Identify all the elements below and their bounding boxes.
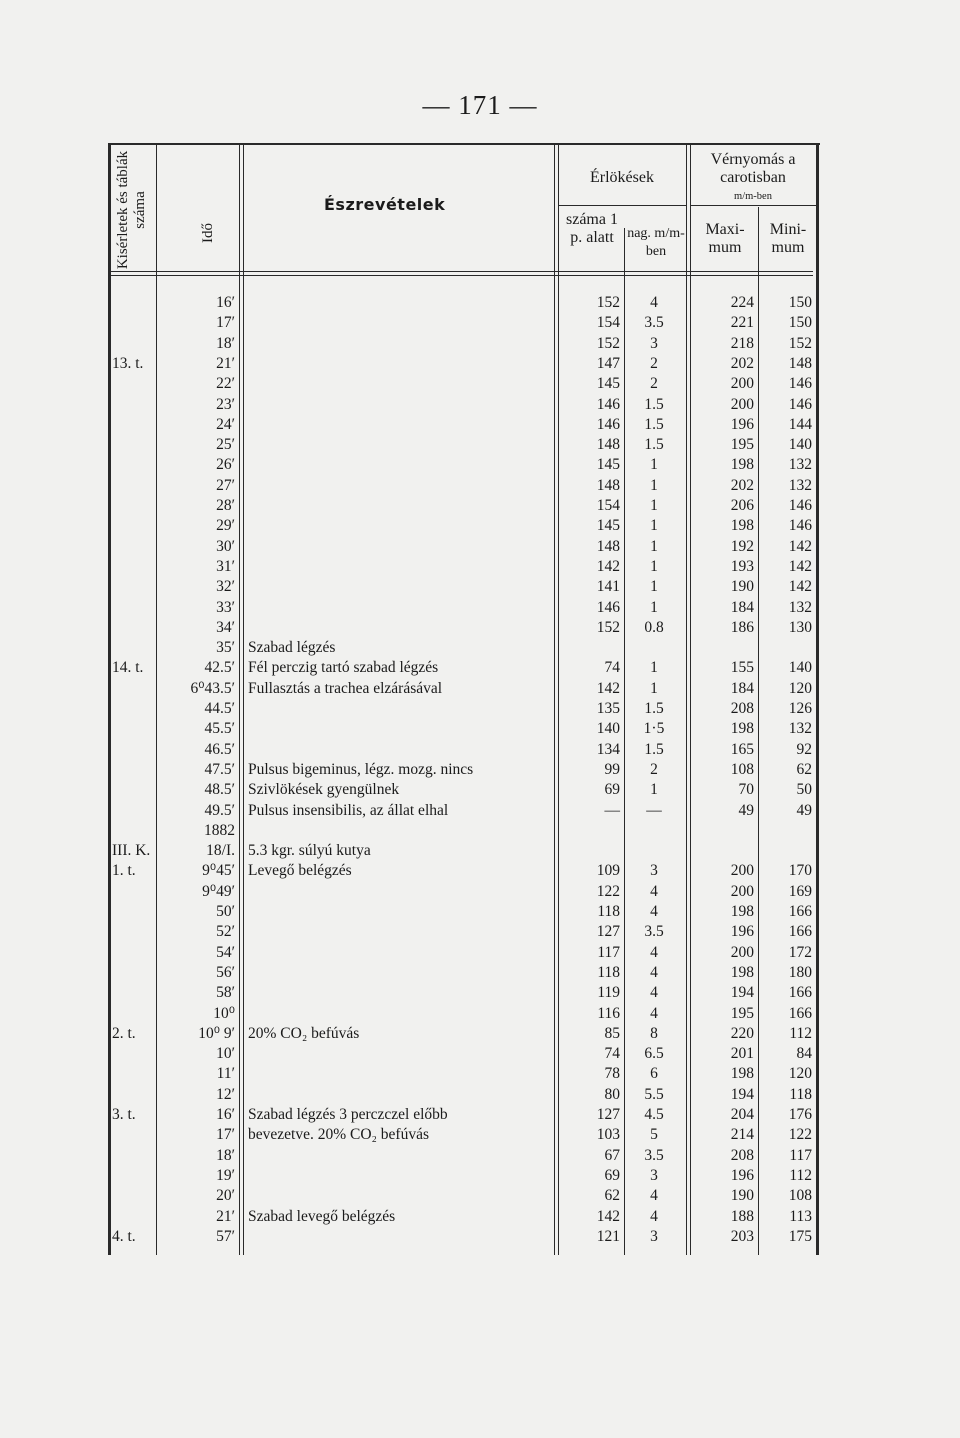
cell-max: 196 — [730, 1166, 754, 1184]
cell-min: 170 — [788, 862, 812, 880]
cell-max: 203 — [730, 1227, 754, 1245]
col-rule-time-2 — [243, 143, 244, 1255]
cell-obs: bevezetve. 20% CO₂ befúvás — [248, 1126, 430, 1144]
cell-time: 29′ — [216, 517, 235, 535]
cell-count: 148 — [596, 537, 620, 555]
cell-max: 186 — [730, 618, 754, 636]
header-experiment: Kisérletek és táblák száma — [115, 150, 148, 270]
cell-min: 108 — [788, 1187, 812, 1205]
cell-size: 1.5 — [644, 740, 664, 758]
cell-count: 85 — [604, 1024, 620, 1042]
cell-count: 146 — [596, 415, 620, 433]
cell-max: 198 — [730, 903, 754, 920]
cell-count: 134 — [596, 740, 620, 758]
cell-time: 21′ — [216, 1207, 235, 1225]
cell-count: 140 — [596, 720, 620, 738]
cell-max: 200 — [730, 375, 754, 393]
cell-exp: 1. t. — [112, 862, 136, 880]
cell-max: 200 — [730, 862, 754, 880]
cell-size: 1.5 — [644, 415, 664, 433]
cell-count: 127 — [596, 923, 620, 941]
cell-time: 49.5′ — [204, 801, 235, 819]
cell-obs: Szabad légzés — [248, 639, 336, 657]
cell-time: 35′ — [216, 639, 235, 657]
cell-min: 146 — [788, 395, 812, 413]
cell-obs: Levegő belégzés — [248, 862, 352, 880]
cell-exp: 4. t. — [112, 1227, 136, 1245]
cell-max: 194 — [730, 1085, 754, 1103]
cell-size: 1 — [650, 537, 658, 555]
header-bp-unit: m/m-ben — [734, 191, 772, 202]
cell-count: 152 — [596, 294, 620, 311]
cell-time: 10⁰ — [213, 1004, 235, 1022]
cell-size: 5.5 — [644, 1085, 664, 1103]
cell-time: 18′ — [216, 1146, 235, 1164]
cell-time: 42.5′ — [204, 659, 235, 677]
cell-max: 188 — [730, 1207, 754, 1225]
cell-size: 1·5 — [643, 720, 665, 738]
cell-count: 154 — [596, 314, 620, 332]
cell-time: 47.5′ — [204, 760, 235, 778]
cell-max: 201 — [730, 1045, 754, 1063]
cell-max: 184 — [730, 679, 754, 697]
cell-min: 117 — [789, 1146, 812, 1164]
cell-exp: 2. t. — [112, 1024, 136, 1042]
cell-count: 118 — [597, 963, 620, 981]
cell-max: 196 — [730, 415, 754, 433]
cell-time: 34′ — [216, 618, 235, 636]
cell-size: 4 — [650, 963, 658, 981]
cell-count: 109 — [596, 862, 620, 880]
cell-size: 3 — [650, 334, 658, 352]
cell-count: 80 — [604, 1085, 620, 1103]
cell-exp: 14. t. — [112, 659, 144, 677]
cell-size: 4 — [650, 1004, 658, 1022]
header-pulse-group: Érlökések — [590, 169, 654, 186]
cell-min: 126 — [788, 700, 812, 717]
cell-time: 50′ — [216, 903, 235, 920]
cell-time: 11′ — [216, 1065, 235, 1083]
cell-size: 4 — [650, 943, 658, 961]
cell-size: 1 — [650, 557, 658, 575]
cell-min: 144 — [788, 415, 812, 433]
cell-min: 142 — [788, 557, 812, 575]
cell-count: 103 — [596, 1126, 620, 1144]
cell-size: 4 — [650, 903, 658, 920]
cell-min: 180 — [788, 963, 812, 981]
table-border-top — [108, 143, 820, 145]
cell-max: 49 — [738, 801, 754, 819]
cell-time: 22′ — [216, 375, 235, 393]
page-number: — 171 — — [422, 90, 538, 120]
cell-max: 220 — [730, 1024, 754, 1042]
cell-count: 121 — [596, 1227, 620, 1245]
cell-time: 52′ — [216, 923, 235, 941]
cell-max: 198 — [730, 720, 754, 738]
cell-max: 204 — [730, 1106, 754, 1123]
cell-min: 166 — [788, 984, 812, 1002]
cell-size: 4 — [650, 1187, 658, 1205]
cell-max: 194 — [730, 984, 754, 1002]
cell-count: 67 — [604, 1146, 620, 1164]
cell-size: 1.5 — [644, 700, 664, 717]
cell-size: — — [646, 801, 662, 819]
header-bp-max: Maxi- mum — [705, 221, 745, 256]
cell-max: 193 — [730, 557, 754, 575]
cell-time: 20′ — [216, 1187, 235, 1205]
cell-obs: Fullasztás a trachea elzárásával — [248, 679, 443, 697]
cell-count: 62 — [604, 1187, 620, 1205]
cell-min: 132 — [788, 476, 812, 494]
cell-time: 10⁰ 9′ — [198, 1024, 235, 1042]
cell-max: 198 — [730, 517, 754, 535]
cell-size: 6 — [650, 1065, 658, 1083]
cell-max: 155 — [730, 659, 754, 677]
cell-time: 33′ — [216, 598, 235, 616]
cell-min: 120 — [788, 679, 812, 697]
cell-size: 1 — [650, 659, 658, 677]
cell-time: 17′ — [216, 314, 235, 332]
cell-time: 44.5′ — [204, 700, 235, 717]
table-border-left — [108, 143, 111, 1255]
cell-count: 127 — [596, 1106, 620, 1123]
cell-time: 18/I. — [206, 842, 235, 860]
cell-max: 198 — [730, 456, 754, 474]
cell-max: 224 — [730, 294, 754, 311]
cell-count: 152 — [596, 334, 620, 352]
cell-count: 142 — [596, 557, 620, 575]
cell-size: 1 — [650, 679, 658, 697]
cell-count: 141 — [596, 578, 620, 596]
cell-count: 78 — [604, 1065, 620, 1083]
cell-size: 5 — [650, 1126, 658, 1144]
cell-count: 152 — [596, 618, 620, 636]
cell-max: 208 — [730, 1146, 754, 1164]
cell-size: 1 — [650, 476, 658, 494]
cell-count: 147 — [596, 354, 620, 372]
cell-min: 112 — [789, 1024, 812, 1042]
cell-max: 202 — [730, 354, 754, 372]
cell-size: 1.5 — [644, 436, 664, 454]
cell-count: — — [604, 801, 620, 819]
cell-min: 176 — [788, 1106, 812, 1123]
cell-min: 169 — [788, 882, 812, 900]
cell-min: 113 — [789, 1207, 812, 1225]
cell-size: 2 — [650, 375, 658, 393]
cell-min: 49 — [796, 801, 812, 819]
cell-count: 117 — [597, 943, 620, 961]
cell-exp: 3. t. — [112, 1106, 136, 1123]
cell-min: 120 — [788, 1065, 812, 1083]
cell-max: 196 — [730, 923, 754, 941]
cell-min: 142 — [788, 537, 812, 555]
cell-min: 132 — [788, 720, 812, 738]
cell-min: 62 — [796, 760, 812, 778]
cell-max: 200 — [730, 943, 754, 961]
col-rule-size — [686, 143, 687, 1255]
data-table — [108, 143, 820, 1255]
cell-count: 145 — [596, 517, 620, 535]
cell-max: 184 — [730, 598, 754, 616]
cell-max: 198 — [730, 1065, 754, 1083]
cell-max: 202 — [730, 476, 754, 494]
cell-time: 18′ — [216, 334, 235, 352]
cell-count: 135 — [596, 700, 620, 717]
cell-max: 190 — [730, 1187, 754, 1205]
cell-time: 45.5′ — [204, 720, 235, 738]
cell-max: 200 — [730, 395, 754, 413]
cell-count: 116 — [597, 1004, 620, 1022]
cell-min: 112 — [789, 1166, 812, 1184]
cell-time: 16′ — [216, 1106, 235, 1123]
cell-max: 208 — [730, 700, 754, 717]
cell-min: 166 — [788, 923, 812, 941]
header-observations: Észrevételek — [324, 195, 446, 214]
cell-min: 175 — [788, 1227, 812, 1245]
cell-time: 31′ — [216, 557, 235, 575]
cell-min: 150 — [788, 314, 812, 332]
cell-min: 172 — [788, 943, 812, 961]
cell-min: 132 — [788, 456, 812, 474]
cell-max: 70 — [738, 781, 754, 799]
cell-time: 54′ — [216, 943, 235, 961]
cell-min: 166 — [788, 903, 812, 920]
cell-time: 17′ — [216, 1126, 235, 1144]
cell-count: 119 — [597, 984, 620, 1002]
cell-min: 122 — [788, 1126, 812, 1144]
cell-count: 145 — [596, 456, 620, 474]
cell-count: 122 — [596, 882, 620, 900]
cell-size: 8 — [650, 1024, 658, 1042]
header-bottom-rule-2 — [108, 275, 813, 276]
header-time: Idő — [200, 223, 216, 243]
cell-time: 1882 — [204, 821, 235, 839]
cell-time: 9⁰45′ — [202, 862, 235, 880]
cell-time: 30′ — [216, 537, 235, 555]
cell-obs: Fél perczig tartó szabad légzés — [248, 659, 439, 677]
cell-time: 27′ — [216, 476, 235, 494]
cell-min: 150 — [788, 294, 812, 311]
cell-min: 92 — [796, 740, 812, 758]
cell-count: 148 — [596, 476, 620, 494]
col-rule-obs — [554, 143, 555, 1255]
cell-min: 146 — [788, 375, 812, 393]
cell-obs: Szabad légzés 3 perczczel előbb — [248, 1106, 448, 1123]
cell-time: 32′ — [216, 578, 235, 596]
cell-min: 132 — [788, 598, 812, 616]
cell-size: 3 — [650, 862, 658, 880]
col-rule-time — [239, 143, 240, 1255]
cell-size: 3.5 — [644, 923, 664, 941]
cell-time: 23′ — [216, 395, 235, 413]
cell-count: 145 — [596, 375, 620, 393]
header-pulse-size: nag. m/m-ben — [627, 226, 685, 259]
cell-obs: 5.3 kgr. súlyú kutya — [248, 842, 371, 860]
cell-size: 1 — [650, 578, 658, 596]
cell-min: 146 — [788, 517, 812, 535]
cell-count: 74 — [604, 1045, 620, 1063]
cell-size: 3 — [650, 1166, 658, 1184]
cell-max: 206 — [730, 497, 754, 514]
cell-time: 21′ — [216, 354, 235, 372]
cell-obs: Szabad levegő belégzés — [248, 1207, 396, 1225]
cell-count: 148 — [596, 436, 620, 454]
cell-size: 3 — [650, 1227, 658, 1245]
cell-max: 192 — [730, 537, 754, 555]
cell-size: 1 — [650, 456, 658, 474]
cell-count: 142 — [596, 679, 620, 697]
cell-max: 195 — [730, 1004, 754, 1022]
cell-min: 140 — [788, 659, 812, 677]
cell-min: 84 — [796, 1045, 812, 1063]
cell-count: 99 — [604, 760, 620, 778]
cell-size: 0.8 — [644, 618, 664, 636]
cell-count: 74 — [604, 659, 620, 677]
cell-min: 148 — [788, 354, 812, 372]
cell-min: 146 — [788, 497, 812, 514]
cell-count: 69 — [604, 781, 620, 799]
cell-min: 152 — [788, 334, 812, 352]
cell-max: 200 — [730, 882, 754, 900]
cell-max: 108 — [730, 760, 754, 778]
cell-exp: III. K. — [112, 842, 151, 860]
header-bp-group: Vérnyomás a carotisban — [710, 151, 796, 186]
cell-min: 118 — [789, 1085, 812, 1103]
cell-time: 10′ — [216, 1045, 235, 1063]
cell-count: 118 — [597, 903, 620, 920]
cell-count: 69 — [604, 1166, 620, 1184]
cell-size: 3.5 — [644, 1146, 664, 1164]
cell-size: 1 — [650, 598, 658, 616]
pulse-group-rule — [558, 205, 686, 206]
cell-obs: 20% CO₂ befúvás — [248, 1024, 360, 1042]
cell-time: 48.5′ — [204, 781, 235, 799]
cell-time: 28′ — [216, 497, 235, 514]
cell-time: 26′ — [216, 456, 235, 474]
cell-max: 198 — [730, 963, 754, 981]
cell-size: 3.5 — [644, 314, 664, 332]
header-bottom-rule — [108, 271, 813, 272]
cell-min: 140 — [788, 436, 812, 454]
table-border-right — [816, 143, 819, 1255]
cell-time: 46.5′ — [204, 740, 235, 758]
cell-time: 19′ — [216, 1166, 235, 1184]
cell-min: 166 — [788, 1004, 812, 1022]
cell-exp: 13. t. — [112, 354, 144, 372]
cell-min: 130 — [788, 618, 812, 636]
cell-time: 58′ — [216, 984, 235, 1002]
cell-size: 4.5 — [644, 1106, 664, 1123]
cell-min: 142 — [788, 578, 812, 596]
cell-max: 221 — [730, 314, 754, 332]
cell-max: 218 — [730, 334, 754, 352]
cell-size: 1 — [650, 517, 658, 535]
cell-size: 2 — [650, 760, 658, 778]
header-bp-min: Mini- mum — [769, 221, 807, 256]
cell-time: 24′ — [216, 415, 235, 433]
cell-time: 16′ — [216, 294, 235, 311]
cell-time: 6⁰43.5′ — [190, 679, 235, 697]
header-pulse-count: száma 1 p. alatt — [566, 211, 618, 246]
cell-max: 214 — [730, 1126, 754, 1144]
cell-max: 190 — [730, 578, 754, 596]
cell-size: 1 — [650, 781, 658, 799]
cell-size: 4 — [650, 1207, 658, 1225]
cell-obs: Szivlökések gyengülnek — [248, 781, 400, 799]
cell-time: 9⁰49′ — [202, 882, 235, 900]
cell-obs: Pulsus bigeminus, légz. mozg. nincs — [248, 760, 474, 778]
cell-time: 25′ — [216, 436, 235, 454]
cell-size: 1 — [650, 497, 658, 514]
cell-size: 6.5 — [644, 1045, 664, 1063]
cell-count: 142 — [596, 1207, 620, 1225]
cell-time: 57′ — [216, 1227, 235, 1245]
cell-size: 2 — [650, 354, 658, 372]
cell-max: 195 — [730, 436, 754, 454]
cell-count: 146 — [596, 598, 620, 616]
cell-count: 154 — [596, 497, 620, 514]
cell-size: 4 — [650, 984, 658, 1002]
cell-count: 146 — [596, 395, 620, 413]
cell-time: 56′ — [216, 963, 235, 981]
cell-time: 12′ — [216, 1085, 235, 1103]
cell-max: 165 — [730, 740, 754, 758]
cell-size: 4 — [650, 882, 658, 900]
cell-size: 4 — [650, 294, 658, 311]
cell-size: 1.5 — [644, 395, 664, 413]
cell-min: 50 — [796, 781, 812, 799]
cell-obs: Pulsus insensibilis, az állat elhal — [248, 801, 449, 819]
